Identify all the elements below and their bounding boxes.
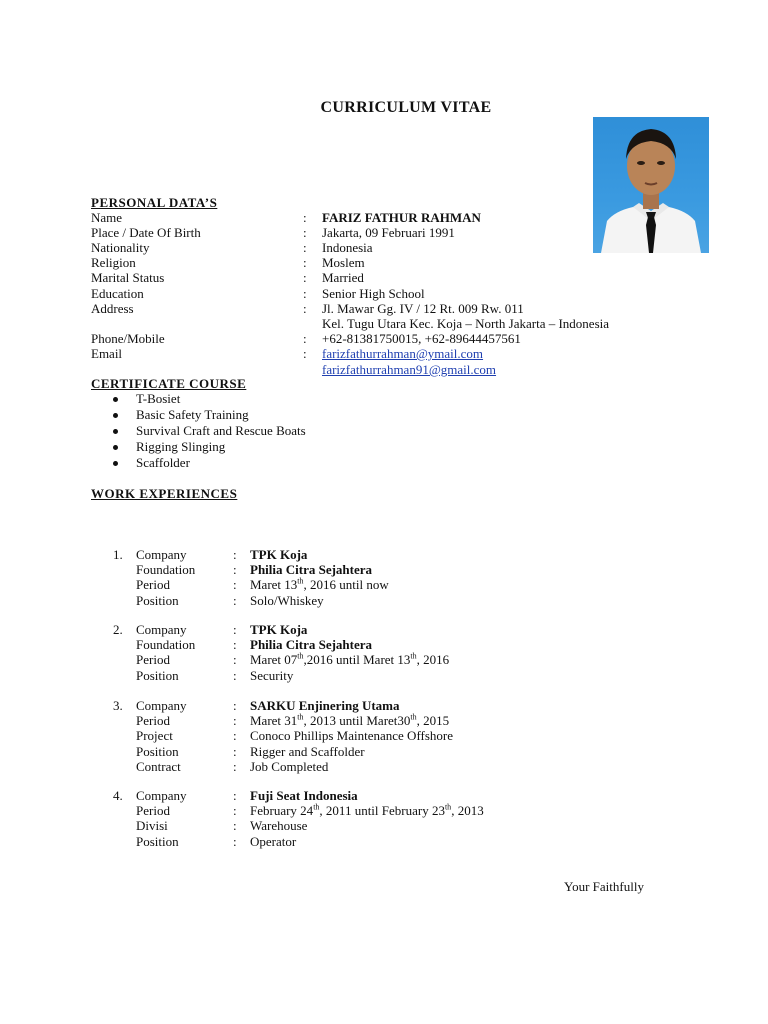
field-label: Phone/Mobile (91, 331, 165, 346)
field-value: Kel. Tugu Utara Kec. Koja – North Jakarta – Indonesia (322, 316, 610, 331)
field-value: SARKU Enjinering Utama (250, 698, 400, 713)
date-part: , 2015 (416, 713, 450, 729)
colon: : (233, 788, 237, 803)
bullet-icon (113, 413, 118, 418)
ordinal-suffix: th (410, 652, 417, 662)
page-title: CURRICULUM VITAE (320, 99, 492, 116)
field-label: Foundation (136, 637, 196, 653)
certificate-label: Scaffolder (136, 455, 190, 470)
certificate-label: Basic Safety Training (136, 407, 249, 422)
field-label: Education (91, 286, 144, 301)
field-value: Indonesia (322, 240, 373, 255)
field-value: FARIZ FATHUR RAHMAN (322, 210, 481, 225)
field-label: Company (136, 788, 187, 803)
colon: : (303, 240, 307, 255)
field-label: Contract (136, 758, 181, 774)
field-value: Jl. Mawar Gg. IV / 12 Rt. 009 Rw. 011 (322, 301, 524, 316)
field-label: Position (136, 592, 179, 608)
field-label: Period (136, 652, 170, 668)
ordinal-suffix: th (297, 652, 304, 662)
ordinal-suffix: th (410, 712, 417, 722)
ordinal-suffix: th (444, 802, 452, 812)
colon: : (233, 652, 237, 668)
field-label: Company (136, 698, 187, 713)
field-label: Nationality (91, 240, 150, 255)
colon: : (233, 622, 237, 637)
colon: : (233, 667, 237, 683)
certificate-label: Survival Craft and Rescue Boats (136, 423, 306, 438)
date-part: Maret 07 (250, 652, 298, 668)
colon: : (233, 577, 237, 593)
field-value (250, 577, 389, 592)
job-number: 1. (113, 547, 123, 562)
field-label: Address (91, 301, 134, 316)
bullet-icon (113, 461, 118, 466)
field-label: Name (91, 210, 123, 225)
date-part: ,2016 until Maret 13 (303, 652, 411, 668)
field-value: Warehouse (250, 818, 308, 834)
ordinal-suffix: th (297, 577, 304, 587)
field-value: Conoco Phillips Maintenance Offshore (250, 728, 454, 744)
field-value: Moslem (322, 255, 365, 270)
bullet-icon (113, 445, 118, 450)
job-number: 2. (113, 622, 123, 637)
field-value: TPK Koja (250, 547, 308, 562)
field-label: Religion (91, 255, 136, 270)
certificate-label: Rigging Slinging (136, 439, 226, 454)
field-value (250, 713, 449, 728)
date-part: , 2013 (451, 803, 484, 819)
colon: : (233, 728, 237, 744)
certificate-label: T-Bosiet (136, 391, 181, 406)
field-value (250, 652, 449, 667)
date-part: , 2013 until Maret30 (303, 713, 411, 729)
closing-text: Your Faithfully (564, 879, 644, 894)
field-label: Divisi (136, 818, 168, 834)
colon: : (303, 286, 307, 301)
field-value: Senior High School (322, 286, 425, 301)
colon: : (233, 743, 237, 759)
colon: : (303, 255, 307, 270)
field-label: Company (136, 547, 187, 562)
field-label: Email (91, 346, 123, 361)
colon: : (233, 713, 237, 729)
colon: : (233, 547, 237, 562)
field-value: Security (250, 667, 294, 683)
colon: : (303, 331, 307, 346)
colon: : (233, 758, 237, 774)
bullet-icon (113, 429, 118, 434)
field-value: Jakarta, 09 Februari 1991 (322, 225, 455, 240)
email-link[interactable]: farizfathurrahman@ymail.com (322, 346, 484, 361)
field-value (250, 803, 484, 818)
field-label: Period (136, 803, 170, 819)
certificate-course-heading: CERTIFICATE COURSE (91, 376, 247, 391)
ordinal-suffix: th (313, 802, 320, 812)
date-part: , 2011 until February 23 (319, 803, 445, 819)
colon: : (233, 637, 237, 653)
field-label: Period (136, 577, 170, 593)
field-label: Position (136, 743, 179, 759)
email-link[interactable]: farizfathurrahman91@gmail.com (322, 362, 497, 377)
job-number: 3. (113, 698, 123, 713)
field-value: Solo/Whiskey (250, 592, 324, 608)
colon: : (303, 270, 307, 285)
colon: : (303, 301, 307, 316)
field-value: TPK Koja (250, 622, 308, 637)
colon: : (233, 833, 237, 849)
field-label: Place / Date Of Birth (91, 225, 201, 240)
colon: : (303, 225, 307, 240)
personal-data-heading: PERSONAL DATA’S (91, 195, 218, 210)
field-label: Position (136, 667, 179, 683)
date-part: , 2016 until now (303, 577, 389, 593)
colon: : (233, 803, 237, 819)
field-value: Job Completed (250, 758, 329, 774)
colon: : (233, 818, 237, 834)
colon: : (233, 562, 237, 578)
portrait-image (593, 117, 709, 253)
date-part: , 2016 (416, 652, 450, 668)
field-label: Marital Status (91, 270, 165, 285)
field-label: Foundation (136, 562, 196, 578)
work-experiences-heading: WORK EXPERIENCES (91, 486, 238, 501)
colon: : (303, 210, 307, 225)
colon: : (233, 592, 237, 608)
profile-photo (593, 117, 709, 253)
field-label: Position (136, 833, 179, 849)
ordinal-suffix: th (297, 712, 304, 722)
colon: : (303, 346, 307, 361)
date-part: Maret 13 (250, 577, 298, 593)
field-label: Company (136, 622, 187, 637)
field-value: Married (322, 270, 364, 285)
field-value: Fuji Seat Indonesia (250, 788, 358, 803)
field-value: Philia Citra Sejahtera (250, 637, 373, 653)
date-part: Maret 31 (250, 713, 298, 729)
date-part: February 24 (250, 803, 314, 819)
job-number: 4. (113, 788, 123, 803)
field-value: Rigger and Scaffolder (250, 743, 365, 759)
field-label: Period (136, 713, 170, 729)
field-value: +62-81381750015, +62-89644457561 (322, 331, 521, 346)
bullet-icon (113, 397, 118, 402)
field-value: Operator (250, 833, 297, 849)
field-label: Project (136, 728, 173, 744)
colon: : (233, 698, 237, 713)
field-value: Philia Citra Sejahtera (250, 562, 373, 578)
